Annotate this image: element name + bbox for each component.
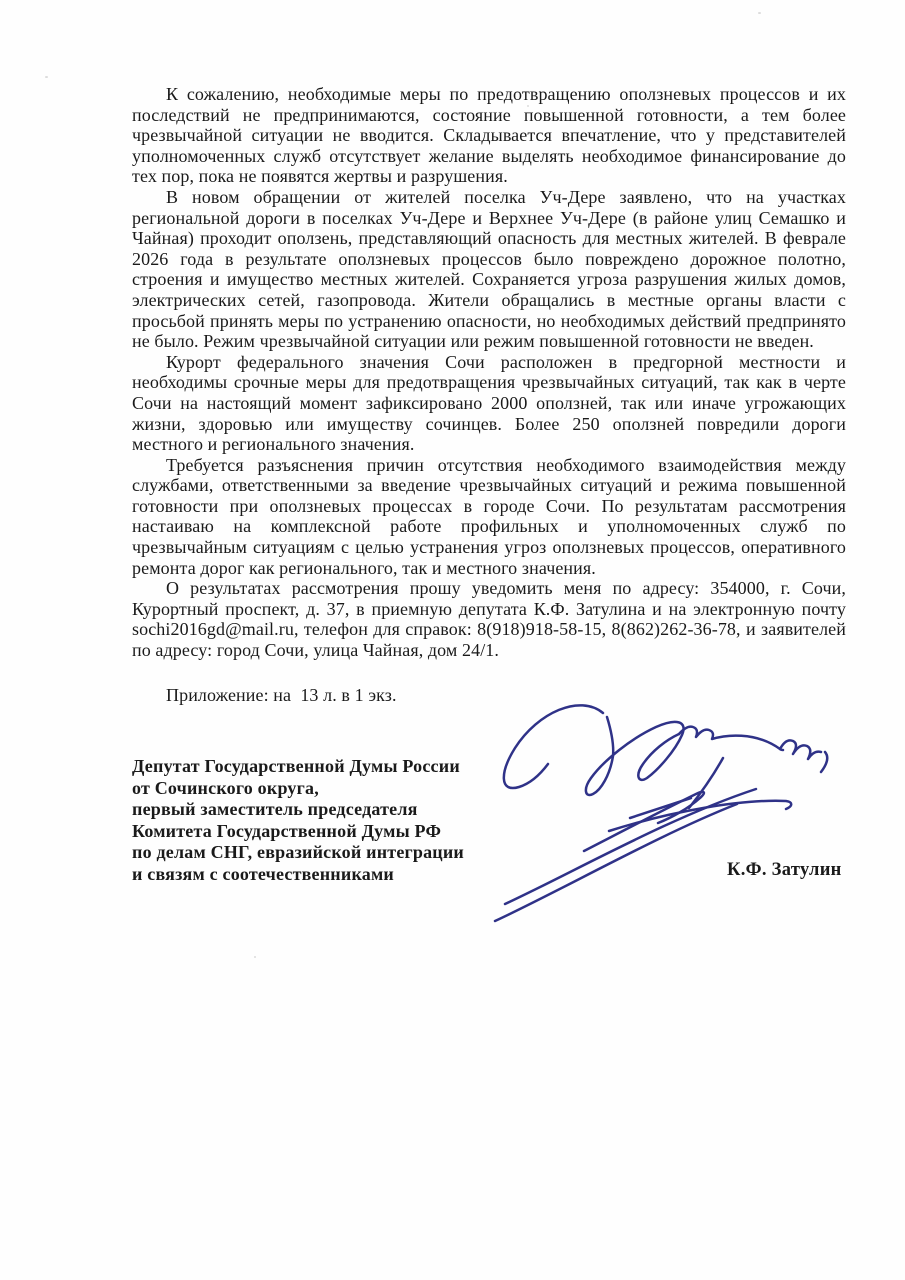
paragraph-2: В новом обращении от жителей поселка Уч-Дере заявлено, что на участках региональной дороги в поселках Уч-Дере и Верхнее Уч-Дере (в районе улиц Семашко и Чайная) проходит оползень, представляющий опасность для местных жителей. В феврале 2026 года в результате оползневых процессов было повреждено дорожное полотно, строения и имущество местных жителей. Сохраняется угроза разрушения жилых домов, электрических сетей, газопровода. Жители обращались в местные органы власти с просьбой принять меры по устранению опасности, но необходимых действий предпринято не было. Режим чрезвычайной ситуации или режим повышенной готовности не введен.	[132, 186, 846, 352]
paragraph-3: Курорт федерального значения Сочи расположен в предгорной местности и необходимы срочные меры для предотвращения чрезвычайных ситуаций, так как в черте Сочи на настоящий момент зафиксировано 2000 оползней, так или иначе угрожающих жизни, здоровью или имуществу сочинцев. Более 250 оползней повредили дороги местного и регионального значения.	[132, 351, 846, 455]
signature-stroke-em	[780, 740, 821, 759]
signoff-line-2: от Сочинского округа,	[132, 777, 319, 798]
signature-flourish-long2	[495, 804, 737, 921]
handwritten-signature	[480, 690, 860, 935]
signoff-line-5: по делам СНГ, евразийской интеграции	[132, 842, 465, 862]
signer-name: К.Ф. Затулин	[727, 860, 842, 880]
attachment-line: Приложение: на 13 л. в 1 экз.	[166, 684, 397, 705]
signature-stroke-m-run	[679, 727, 783, 750]
signoff-line-3: первый заместитель председателя	[132, 799, 418, 819]
signature-stroke-comma	[821, 752, 827, 772]
signature-flourish-dash	[630, 798, 691, 818]
paragraph-4: Требуется разъяснения причин отсутствия необходимого взаимодействия между службами, ответственными за введение чрезвычайных ситуаций и режима повышенной готовности при оползневых процессах в городе Сочи. По результатам рассмотрения настаиваю на комплексной работе профильных и уполномоченных служб по чрезвычайным ситуациям с целью устранения угроз оползневых процессов, оперативного ремонта дорог как регионального, так и местного значения.	[132, 454, 846, 578]
scan-speck	[254, 956, 256, 958]
signature-flourish-down	[689, 758, 723, 808]
signoff-line-6: и связям с соотечественниками	[132, 863, 394, 884]
scan-speck	[45, 76, 48, 78]
signoff-line-1: Депутат Государственной Думы России	[132, 756, 460, 776]
letter-body	[132, 84, 846, 705]
signature-stroke-c	[504, 705, 603, 788]
paragraph-1: К сожалению, необходимые меры по предотвращению оползневых процессов и их последствий не предпринимаются, состояние повышенной готовности, а тем более чрезвычайной ситуации не вводится. Складывается впечатление, что у представителей уполномоченных служб отсутствует желание выделять необходимое финансирование до тех пор, пока не появятся жертвы и разрушения.	[132, 84, 846, 187]
scan-speck	[758, 12, 761, 14]
scan-speck	[527, 105, 529, 107]
signoff-block	[132, 756, 532, 885]
paragraph-5: О результатах рассмотрения прошу уведомить меня по адресу: 354000, г. Сочи, Курортный проспект, д. 37, в приемную депутата К.Ф. Затулина и на электронную почту sochi2016gd@mail.ru, телефон для справок: 8(918)918-58-15, 8(862)262-36-78, и заявителей по адресу: город Сочи, улица Чайная, дом 24/1.	[132, 578, 846, 661]
signature-stroke-uv	[586, 717, 684, 795]
signoff-line-4: Комитета Государственной Думы РФ	[132, 820, 442, 841]
